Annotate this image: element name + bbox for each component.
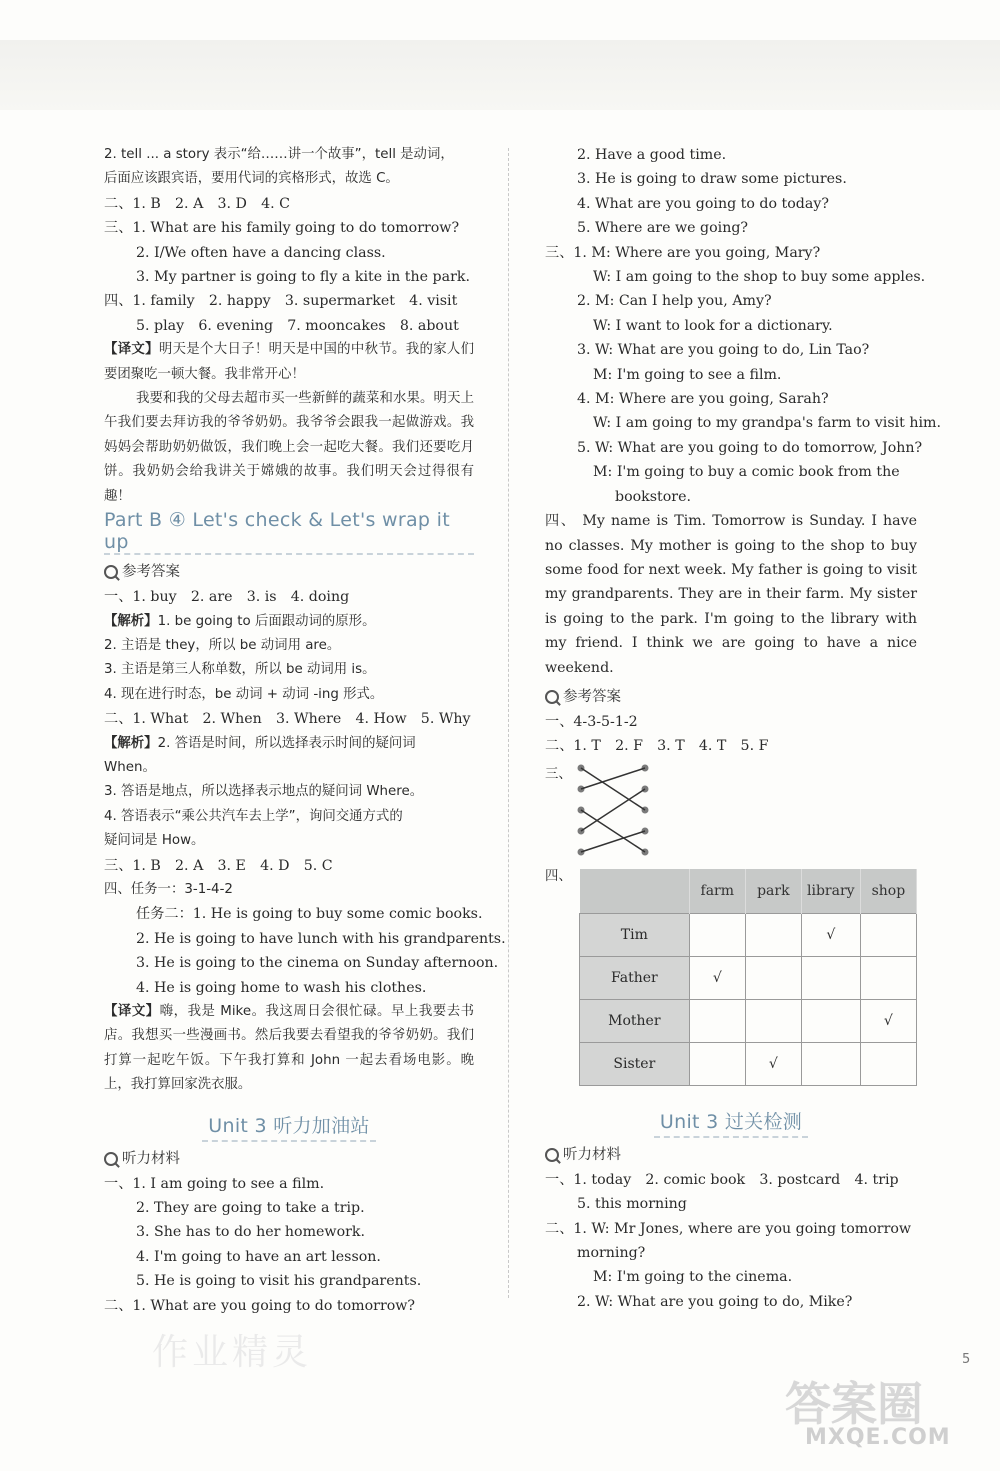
table-row: [580, 1042, 917, 1085]
listening-label: 听力材料: [563, 1146, 621, 1163]
match-line: [581, 768, 645, 810]
dialog-line: 2. M: Can I help you, Amy?: [577, 293, 772, 310]
table-header: shop: [860, 869, 916, 914]
answer-line: 2. I/We often have a dancing class.: [136, 244, 386, 261]
listening-line: 一、1. today 2. comic book 3. postcard 4. trip: [545, 1171, 899, 1188]
translation-paragraph: 我要和我的父母去超市买一些新鲜的蔬菜和水果。明天上午我们要去拜访我的爷爷奶奶。我爷爷会跟我一起做游戏。我妈妈会帮助奶奶做饭，我们晚上会一起吃大餐。我们还要吃月饼。我奶奶会给我讲关于嫦娥的故事。我们明天会过得很有趣！: [104, 391, 474, 504]
listening-line: 二、1. W: Mr Jones, where are you going tomorrow: [545, 1220, 912, 1237]
text-line: 后面应该跟宾语，要用代词的宾格形式，故选 C。: [104, 171, 399, 187]
answer-line: 一、1. buy 2. are 3. is 4. doing: [104, 589, 350, 606]
table-cell: [745, 913, 801, 956]
answer-line: 5. play 6. evening 7. mooncakes 8. about: [136, 317, 459, 334]
section-heading-unit3-listening: [104, 1104, 474, 1142]
dialog-line: M: I'm going to buy a comic book from the: [593, 464, 900, 481]
match-line: [581, 768, 645, 789]
row-label: Tim: [580, 913, 690, 956]
table-row: [580, 956, 917, 999]
analysis-line: [104, 732, 474, 756]
match-lines: [581, 768, 645, 852]
translation-text: 嗨，我是 Mike。我这周日会很忙碌。早上我要去书店。我想买一些漫画书。然后我要去看望我的爷爷奶奶。我们打算一起吃午饭。下午我打算和 John 一起去看场电影。晚上，我打算回家洗衣服。: [104, 1004, 475, 1093]
answer-line: 四、任务一：3-1-4-2: [104, 881, 233, 897]
row-label: Sister: [580, 1042, 690, 1085]
listening-subheading: [104, 1146, 474, 1172]
table-cell: √: [745, 1042, 801, 1085]
translation-text: 明天是个大日子！明天是中国的中秋节。我的家人们要团聚吃一顿大餐。我非常开心！: [104, 342, 475, 382]
match-line: [581, 810, 645, 852]
listening-line: 一、1. I am going to see a film.: [104, 1175, 325, 1192]
table-cell: [689, 1042, 745, 1085]
listening-line: M: I'm going to the cinema.: [593, 1269, 793, 1286]
dialog-line: W: I am going to my grandpa's farm to visit him.: [593, 415, 941, 432]
table-cell: [689, 913, 745, 956]
magnifier-icon: [104, 1152, 118, 1166]
translation-label: 【译文】: [104, 342, 159, 358]
magnifier-icon: [104, 565, 118, 579]
dialog-line: 3. W: What are you going to do, Lin Tao?: [577, 342, 870, 359]
listening-line: 5. this morning: [577, 1196, 687, 1213]
analysis-text: 2. 答语是时间，所以选择表示时间的疑问词: [157, 735, 416, 751]
table-cell: [745, 956, 801, 999]
answer-table: [579, 869, 917, 1086]
table-cell: [801, 956, 860, 999]
listening-line: 4. I'm going to have an art lesson.: [136, 1248, 381, 1265]
section-heading-unit3-test: [545, 1100, 917, 1138]
table-header: library: [801, 869, 860, 914]
section-heading-partb: Part B ④ Let's check & Let's wrap it up: [104, 515, 474, 555]
watermark-logo: 答案圈: [785, 1377, 923, 1431]
analysis-line: 疑问词是 How。: [104, 833, 205, 849]
passage-paragraph: 四、 My name is Tim. Tomorrow is Sunday. I have no classes. My mother is going to the shop to buy some food for next week. My father is going to visit my grandparents. They are in their farm. My sister is going to the park. I'm going to the library with my friend. I think we are going to have a nice weekend.: [545, 513, 917, 676]
answer-line: 三、1. B 2. A 3. E 4. D 5. C: [104, 857, 333, 874]
analysis-line: 4. 现在进行时态，be 动词 + 动词 -ing 形式。: [104, 686, 384, 702]
table-cell: [745, 999, 801, 1042]
table-cell: √: [860, 999, 916, 1042]
analysis-line: [104, 610, 474, 634]
answer-line: 三、1. What are his family going to do tomorrow?: [104, 220, 460, 237]
table-header: farm: [689, 869, 745, 914]
task-line: 2. He is going to have lunch with his grandparents.: [136, 930, 506, 947]
task-line: 任务二：1. He is going to buy some comic books.: [136, 906, 483, 923]
answers-label: 参考答案: [122, 564, 180, 581]
listening-line: 2. They are going to take a trip.: [136, 1200, 365, 1217]
table-header: park: [745, 869, 801, 914]
task-line: 4. He is going home to wash his clothes.: [136, 979, 427, 996]
match-line: [581, 789, 645, 831]
match-line: [581, 831, 645, 852]
header-band: [0, 40, 1000, 110]
answer-line: 二、1. B 2. A 3. D 4. C: [104, 195, 291, 212]
faint-watermark: 作业精灵: [152, 1332, 313, 1373]
analysis-label: 【解析】: [104, 613, 158, 629]
table-label: 四、: [545, 868, 572, 884]
analysis-label: 【解析】: [104, 735, 158, 751]
translation-paragraph: [104, 1000, 474, 1098]
listening-subheading: [545, 1142, 917, 1168]
answer-line: 一、4-3-5-1-2: [545, 713, 638, 730]
magnifier-icon: [545, 690, 559, 704]
table-cell: [801, 999, 860, 1042]
dialog-line: 三、1. M: Where are you going, Mary?: [545, 244, 821, 261]
watermark-site: MXQE.COM: [805, 1425, 951, 1450]
listening-line: 5. Where are we going?: [577, 220, 749, 237]
table-cell: √: [801, 913, 860, 956]
row-label: Mother: [580, 999, 690, 1042]
listening-line: 4. What are you going to do today?: [577, 195, 829, 212]
magnifier-icon: [545, 1148, 559, 1162]
dialog-line: 5. W: What are you going to do tomorrow, John?: [577, 439, 923, 456]
table-cell: √: [689, 956, 745, 999]
dialog-line: W: I want to look for a dictionary.: [593, 317, 833, 334]
analysis-line: When。: [104, 759, 156, 775]
dialog-line: bookstore.: [615, 488, 691, 505]
listening-label: 听力材料: [122, 1150, 180, 1167]
table-row: [580, 999, 917, 1042]
table-cell: [860, 1042, 916, 1085]
listening-line: 2. Have a good time.: [577, 147, 727, 163]
listening-line: 2. W: What are you going to do, Mike?: [577, 1293, 853, 1310]
task-line: 3. He is going to the cinema on Sunday afternoon.: [136, 955, 499, 972]
table-answer: [545, 869, 917, 1086]
translation-paragraph: [104, 338, 474, 387]
right-column: [545, 143, 941, 1314]
dialog-line: W: I am going to the shop to buy some apples.: [593, 269, 926, 286]
listening-line: 5. He is going to visit his grandparents.: [136, 1273, 422, 1290]
answer-line: 二、1. T 2. F 3. T 4. T 5. F: [545, 738, 769, 755]
listening-line: 二、1. What are you going to do tomorrow?: [104, 1297, 416, 1314]
heading-text: Unit 3 过关检测: [654, 1107, 808, 1138]
heading-text: Unit 3 听力加油站: [202, 1111, 375, 1142]
table-cell: [801, 1042, 860, 1085]
analysis-line: 4. 答语表示“乘公共汽车去上学”，询问交通方式的: [104, 808, 403, 824]
answer-line: 3. My partner is going to fly a kite in the park.: [136, 269, 470, 286]
answer-line: 四、1. family 2. happy 3. supermarket 4. visit: [104, 293, 458, 310]
dialog-line: 4. M: Where are you going, Sarah?: [577, 391, 829, 408]
table-cell: [860, 956, 916, 999]
answers-subheading: [545, 684, 917, 710]
analysis-line: 3. 答语是地点，所以选择表示地点的疑问词 Where。: [104, 784, 424, 800]
table-header: [580, 869, 690, 914]
table-cell: [689, 999, 745, 1042]
answers-subheading: [104, 559, 474, 585]
analysis-line: 3. 主语是第三人称单数，所以 be 动词用 is。: [104, 662, 376, 678]
answer-line: 二、1. What 2. When 3. Where 4. How 5. Why: [104, 711, 471, 728]
row-label: Father: [580, 956, 690, 999]
dialog-line: M: I'm going to see a film.: [593, 366, 782, 383]
text-line: 2. tell ... a story 表示“给……讲一个故事”，tell 是动词，: [104, 147, 454, 162]
table-header-row: [580, 869, 917, 914]
listening-line: 3. He is going to draw some pictures.: [577, 171, 847, 188]
page-number: 5: [962, 1352, 971, 1367]
matching-label: 三、: [545, 766, 572, 782]
table-row: [580, 913, 917, 956]
matching-lines-diagram: [571, 763, 691, 871]
matching-answer: [545, 763, 917, 871]
translation-label: 【译文】: [104, 1004, 160, 1019]
listening-line: 3. She has to do her homework.: [136, 1224, 366, 1241]
column-divider: [508, 148, 509, 1298]
table-cell: [860, 913, 916, 956]
left-column: [104, 143, 506, 1318]
analysis-text: 1. be going to 后面跟动词的原形。: [157, 613, 376, 629]
listening-line: morning?: [577, 1244, 646, 1261]
analysis-line: 2. 主语是 they，所以 be 动词用 are。: [104, 637, 341, 653]
answers-label: 参考答案: [563, 688, 621, 705]
